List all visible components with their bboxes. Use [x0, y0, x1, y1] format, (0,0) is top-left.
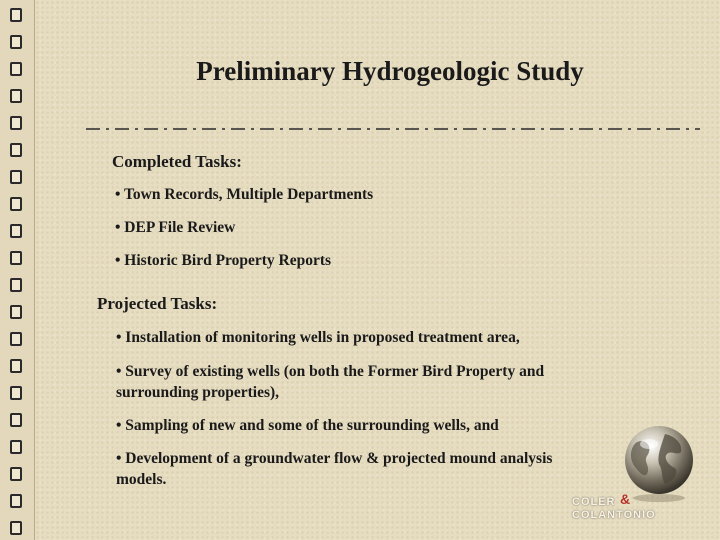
- film-hole: [10, 251, 22, 265]
- film-hole: [10, 386, 22, 400]
- wordmark-ampersand: &: [620, 491, 632, 507]
- wordmark-line1: COLER: [572, 496, 616, 508]
- film-hole: [10, 116, 22, 130]
- projected-item-line: • Survey of existing wells (on both the Former Bird Property and: [116, 363, 545, 380]
- film-hole: [10, 359, 22, 373]
- slide-title: Preliminary Hydrogeologic Study: [196, 56, 584, 86]
- film-hole: [10, 521, 22, 535]
- film-hole: [10, 143, 22, 157]
- film-hole: [10, 89, 22, 103]
- film-strip-decoration: [0, 0, 35, 540]
- film-hole: [10, 494, 22, 508]
- projected-item-line: models.: [116, 471, 167, 488]
- film-hole: [10, 62, 22, 76]
- film-hole: [10, 197, 22, 211]
- film-hole: [10, 305, 22, 319]
- projected-item-groundwater-analysis: [116, 448, 552, 490]
- projected-item-line: surrounding properties),: [116, 384, 280, 401]
- completed-item-town-records: • Town Records, Multiple Departments: [115, 186, 374, 203]
- projected-item-survey-wells: [116, 361, 544, 403]
- completed-item-dep-file-review: • DEP File Review: [115, 219, 236, 236]
- film-hole: [10, 332, 22, 346]
- projected-item-line: • Sampling of new and some of the surrounding wells, and: [116, 417, 499, 434]
- projected-item-line: • Development of a groundwater flow & projected mound analysis: [116, 450, 553, 467]
- completed-tasks-heading: Completed Tasks:: [112, 152, 242, 171]
- projected-tasks-heading: Projected Tasks:: [97, 294, 218, 313]
- projected-item-line: • Installation of monitoring wells in proposed treatment area,: [116, 329, 520, 346]
- film-hole: [10, 224, 22, 238]
- film-hole: [10, 467, 22, 481]
- film-hole: [10, 440, 22, 454]
- film-hole: [10, 413, 22, 427]
- completed-item-historic-reports: • Historic Bird Property Reports: [115, 252, 332, 269]
- projected-item-monitoring-wells: [116, 327, 520, 348]
- wordmark-line2: COLANTONIO: [572, 509, 656, 521]
- film-hole: [10, 170, 22, 184]
- film-hole: [10, 8, 22, 22]
- dash-dot-divider: [86, 122, 700, 136]
- film-hole: [10, 278, 22, 292]
- film-hole: [10, 35, 22, 49]
- projected-item-sampling: [116, 415, 499, 436]
- company-wordmark: [572, 491, 682, 525]
